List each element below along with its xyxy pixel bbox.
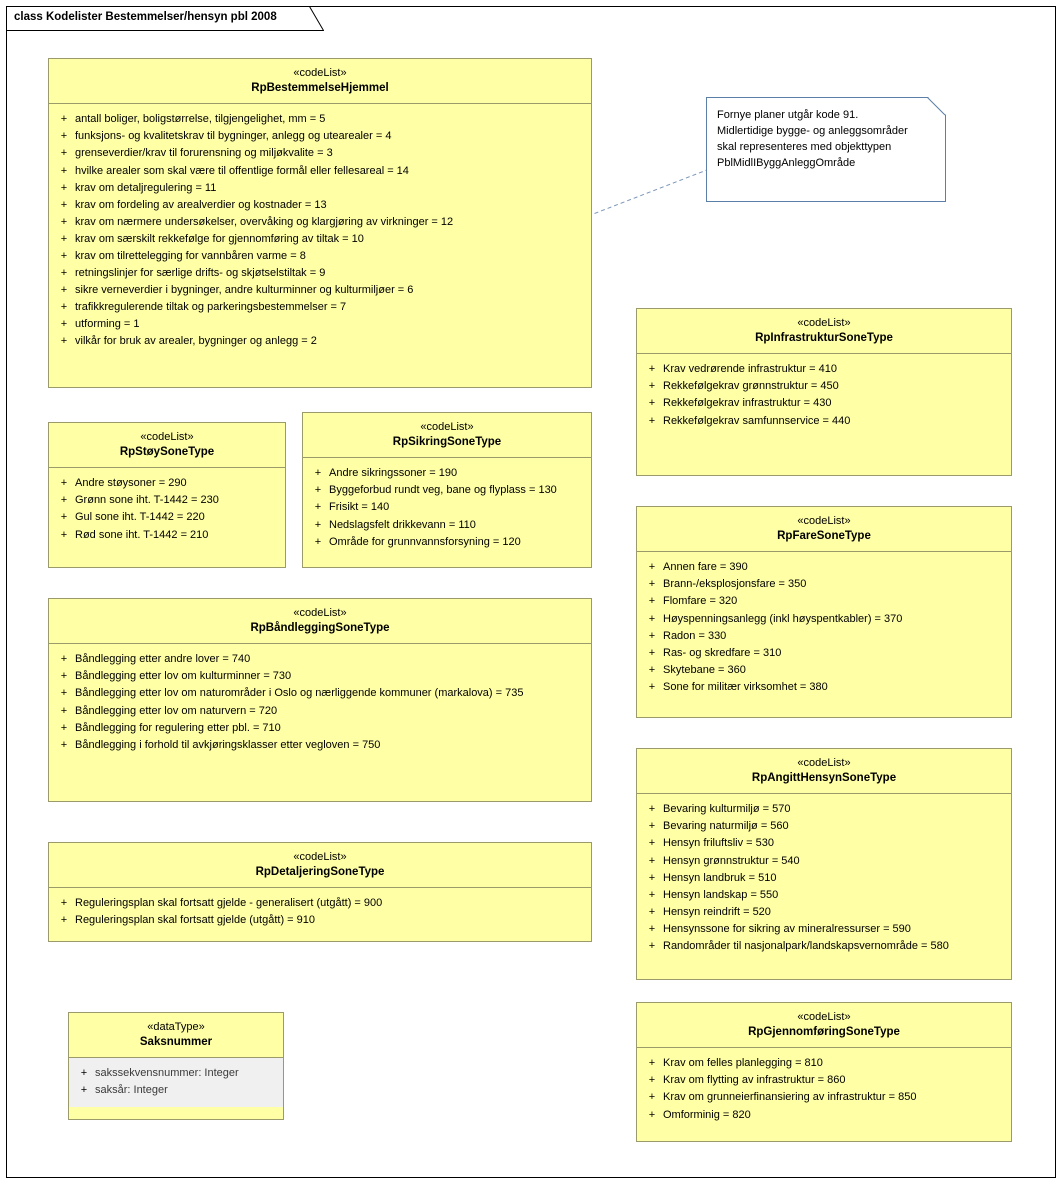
class-stereotype: «codeList»	[797, 317, 851, 329]
visibility-marker: +	[648, 888, 656, 901]
class-attributes	[69, 1058, 283, 1107]
attribute-text: Rekkefølgekrav grønnstruktur = 450	[663, 380, 839, 393]
note-line: PblMidlIByggAnleggOmråde	[717, 156, 856, 169]
visibility-marker: +	[648, 1091, 656, 1104]
class-attributes	[49, 468, 285, 551]
class-rp-detaljering-sone-type[interactable]	[48, 842, 592, 942]
visibility-marker: +	[60, 334, 68, 347]
class-stereotype: «dataType»	[147, 1021, 205, 1033]
attribute-text: Reguleringsplan skal fortsatt gjelde (utgått) = 910	[75, 914, 316, 927]
class-stereotype: «codeList»	[293, 607, 347, 619]
class-name: RpGjennomføringSoneType	[748, 1025, 900, 1038]
attribute-text: Hensynssone for sikring av mineralressurser = 590	[663, 922, 911, 935]
visibility-marker: +	[648, 663, 656, 676]
visibility-marker: +	[648, 578, 656, 591]
attribute-text: Krav om flytting av infrastruktur = 860	[663, 1074, 846, 1087]
class-rp-angitt-hensyn-sone-type[interactable]	[636, 748, 1012, 980]
attribute-text: utforming = 1	[75, 317, 140, 330]
attribute-text: Bevaring kulturmiljø = 570	[663, 803, 791, 816]
note-line: Fornye planer utgår kode 91.	[717, 109, 859, 121]
attribute-row	[641, 835, 1007, 852]
class-name: RpDetaljeringSoneType	[255, 865, 385, 878]
attribute-text: Flomfare = 320	[663, 595, 738, 608]
attribute-row	[53, 214, 587, 231]
attribute-row	[73, 1065, 279, 1082]
attribute-row	[53, 231, 587, 248]
visibility-marker: +	[314, 501, 322, 514]
attribute-row	[53, 316, 587, 333]
attribute-text: retningslinjer for særlige drifts- og skjøtselstiltak = 9	[75, 266, 326, 279]
class-name: RpSikringSoneType	[392, 435, 502, 448]
class-header	[637, 507, 1011, 551]
visibility-marker: +	[60, 300, 68, 313]
class-attributes	[637, 552, 1011, 703]
visibility-marker: +	[60, 232, 68, 245]
attribute-row	[641, 576, 1007, 593]
attribute-row	[53, 895, 587, 912]
visibility-marker: +	[60, 198, 68, 211]
class-attributes	[303, 458, 591, 558]
attribute-row	[307, 517, 587, 534]
attribute-row	[641, 853, 1007, 870]
visibility-marker: +	[60, 528, 68, 541]
visibility-marker: +	[648, 646, 656, 659]
attribute-text: vilkår for bruk av arealer, bygninger og anlegg = 2	[75, 334, 317, 347]
class-rp-stoy-sone-type[interactable]	[48, 422, 286, 568]
class-rp-bandlegging-sone-type[interactable]	[48, 598, 592, 802]
visibility-marker: +	[648, 905, 656, 918]
visibility-marker: +	[648, 414, 656, 427]
attribute-row	[641, 679, 1007, 696]
visibility-marker: +	[60, 511, 68, 524]
attribute-text: Hensyn landskap = 550	[663, 888, 779, 901]
class-attributes	[637, 794, 1011, 962]
visibility-marker: +	[648, 922, 656, 935]
attribute-text: Rød sone iht. T-1442 = 210	[75, 528, 209, 541]
visibility-marker: +	[60, 164, 68, 177]
class-header	[49, 843, 591, 887]
attribute-row	[641, 361, 1007, 378]
attribute-row	[53, 145, 587, 162]
attribute-text: Annen fare = 390	[663, 561, 748, 574]
class-name: Saksnummer	[139, 1035, 213, 1048]
attribute-row	[641, 921, 1007, 938]
visibility-marker: +	[648, 1057, 656, 1070]
attribute-row	[641, 628, 1007, 645]
visibility-marker: +	[60, 249, 68, 262]
attribute-row	[53, 111, 587, 128]
attribute-text: Båndlegging etter lov om naturområder i Oslo og nærliggende kommuner (markalova) = 735	[75, 687, 524, 700]
attribute-text: saksår: Integer	[95, 1084, 168, 1097]
visibility-marker: +	[648, 1108, 656, 1121]
note-fold-line-icon	[927, 97, 946, 116]
attribute-row	[641, 413, 1007, 430]
attribute-text: Rekkefølgekrav samfunnservice = 440	[663, 414, 851, 427]
visibility-marker: +	[648, 561, 656, 574]
visibility-marker: +	[648, 629, 656, 642]
visibility-marker: +	[314, 467, 322, 480]
attribute-text: Båndlegging i forhold til avkjøringsklasser etter vegloven = 750	[75, 738, 381, 751]
attribute-text: Skytebane = 360	[663, 663, 746, 676]
visibility-marker: +	[60, 215, 68, 228]
visibility-marker: +	[648, 837, 656, 850]
attribute-text: Krav om felles planlegging = 810	[663, 1057, 823, 1070]
attribute-row	[53, 912, 587, 929]
attribute-row	[53, 299, 587, 316]
visibility-marker: +	[648, 397, 656, 410]
attribute-row	[641, 870, 1007, 887]
attribute-row	[641, 662, 1007, 679]
attribute-text: Radon = 330	[663, 629, 727, 642]
class-stereotype: «codeList»	[797, 515, 851, 527]
attribute-text: Grønn sone iht. T-1442 = 230	[75, 494, 219, 507]
visibility-marker: +	[80, 1084, 88, 1097]
visibility-marker: +	[314, 518, 322, 531]
attribute-text: Båndlegging for regulering etter pbl. = 710	[75, 721, 281, 734]
class-stereotype: «codeList»	[797, 757, 851, 769]
visibility-marker: +	[60, 181, 68, 194]
visibility-marker: +	[648, 380, 656, 393]
class-stereotype: «codeList»	[293, 851, 347, 863]
attribute-text: krav om særskilt rekkefølge for gjennomføring av tiltak = 10	[75, 232, 364, 245]
attribute-row	[53, 197, 587, 214]
class-attributes	[637, 354, 1011, 437]
attribute-text: Andre støysoner = 290	[75, 477, 187, 490]
attribute-row	[641, 378, 1007, 395]
attribute-text: Nedslagsfelt drikkevann = 110	[329, 518, 476, 531]
visibility-marker: +	[648, 803, 656, 816]
attribute-text: Ras- og skredfare = 310	[663, 646, 782, 659]
class-rp-sikring-sone-type[interactable]	[302, 412, 592, 568]
class-name: RpBestemmelseHjemmel	[251, 81, 389, 94]
attribute-text: Bevaring naturmiljø = 560	[663, 820, 789, 833]
attribute-text: Rekkefølgekrav infrastruktur = 430	[663, 397, 832, 410]
class-header	[49, 423, 285, 467]
class-rp-infrastruktur-sone-type[interactable]	[636, 308, 1012, 476]
class-stereotype: «codeList»	[140, 431, 194, 443]
attribute-text: Krav om grunneierfinansiering av infrastruktur = 850	[663, 1091, 917, 1104]
attribute-text: Gul sone iht. T-1442 = 220	[75, 511, 205, 524]
attribute-text: Brann-/eksplosjonsfare = 350	[663, 578, 807, 591]
attribute-row	[53, 333, 587, 350]
attribute-row	[641, 801, 1007, 818]
class-header	[49, 59, 591, 103]
class-rp-fare-sone-type[interactable]	[636, 506, 1012, 718]
class-saksnummer[interactable]	[68, 1012, 284, 1120]
attribute-row	[73, 1082, 279, 1099]
attribute-text: Høyspenningsanlegg (inkl høyspentkabler) = 370	[663, 612, 903, 625]
attribute-row	[307, 482, 587, 499]
attribute-text: Krav vedrørende infrastruktur = 410	[663, 363, 837, 376]
attribute-row	[53, 475, 281, 492]
class-header	[303, 413, 591, 457]
attribute-row	[641, 938, 1007, 955]
visibility-marker: +	[60, 317, 68, 330]
visibility-marker: +	[60, 721, 68, 734]
attribute-row	[641, 559, 1007, 576]
class-name: RpFareSoneType	[777, 529, 871, 542]
class-header	[69, 1013, 283, 1057]
class-stereotype: «codeList»	[293, 67, 347, 79]
visibility-marker: +	[60, 670, 68, 683]
visibility-marker: +	[60, 283, 68, 296]
attribute-row	[53, 509, 281, 526]
attribute-text: Hensyn landbruk = 510	[663, 871, 777, 884]
visibility-marker: +	[60, 704, 68, 717]
attribute-row	[53, 265, 587, 282]
attribute-row	[307, 499, 587, 516]
visibility-marker: +	[648, 871, 656, 884]
attribute-text: grenseverdier/krav til forurensning og miljøkvalite = 3	[75, 147, 333, 160]
attribute-row	[641, 904, 1007, 921]
class-rp-bestemmelse-hjemmel[interactable]	[48, 58, 592, 388]
visibility-marker: +	[314, 535, 322, 548]
visibility-marker: +	[80, 1067, 88, 1080]
visibility-marker: +	[314, 484, 322, 497]
attribute-text: funksjons- og kvalitetskrav til bygninger, anlegg og utearealer = 4	[75, 130, 392, 143]
attribute-row	[641, 645, 1007, 662]
visibility-marker: +	[60, 687, 68, 700]
visibility-marker: +	[648, 595, 656, 608]
attribute-text: Hensyn grønnstruktur = 540	[663, 854, 800, 867]
visibility-marker: +	[648, 680, 656, 693]
visibility-marker: +	[60, 113, 68, 126]
class-name: RpAngittHensynSoneType	[751, 771, 897, 784]
attribute-row	[53, 248, 587, 265]
attribute-row	[641, 593, 1007, 610]
attribute-text: Andre sikringssoner = 190	[329, 467, 458, 480]
visibility-marker: +	[648, 363, 656, 376]
visibility-marker: +	[60, 266, 68, 279]
visibility-marker: +	[648, 612, 656, 625]
attribute-text: krav om nærmere undersøkelser, overvåking og klargjøring av virkninger = 12	[75, 215, 454, 228]
attribute-text: krav om detaljregulering = 11	[75, 181, 217, 194]
diagram-note	[706, 97, 946, 202]
class-rp-gjennomforing-sone-type[interactable]	[636, 1002, 1012, 1142]
class-name: RpInfrastrukturSoneType	[755, 331, 893, 344]
attribute-row	[641, 1089, 1007, 1106]
class-attributes	[49, 104, 591, 358]
attribute-text: Omforminig = 820	[663, 1108, 751, 1121]
class-attributes	[49, 644, 591, 761]
attribute-row	[53, 720, 587, 737]
attribute-text: trafikkregulerende tiltak og parkeringsbestemmelser = 7	[75, 300, 347, 313]
attribute-text: krav om tilrettelegging for vannbåren varme = 8	[75, 249, 306, 262]
attribute-row	[53, 651, 587, 668]
visibility-marker: +	[60, 147, 68, 160]
attribute-row	[641, 1055, 1007, 1072]
visibility-marker: +	[648, 854, 656, 867]
visibility-marker: +	[60, 494, 68, 507]
class-header	[637, 1003, 1011, 1047]
diagram-title: class Kodelister Bestemmelser/hensyn pbl 2008	[14, 11, 277, 23]
attribute-text: krav om fordeling av arealverdier og kostnader = 13	[75, 198, 327, 211]
note-line: Midlertidige bygge- og anleggsområder	[717, 124, 908, 137]
attribute-row	[641, 1072, 1007, 1089]
attribute-row	[641, 887, 1007, 904]
attribute-row	[307, 465, 587, 482]
class-attributes	[49, 888, 591, 937]
attribute-text: antall boliger, boligstørrelse, tilgjengelighet, mm = 5	[75, 113, 326, 126]
visibility-marker: +	[648, 939, 656, 952]
class-stereotype: «codeList»	[797, 1011, 851, 1023]
class-name: RpBåndleggingSoneType	[250, 621, 390, 634]
attribute-row	[53, 527, 281, 544]
attribute-text: Sone for militær virksomhet = 380	[663, 680, 828, 693]
attribute-row	[53, 668, 587, 685]
attribute-text: Byggeforbud rundt veg, bane og flyplass = 130	[329, 484, 557, 497]
visibility-marker: +	[648, 820, 656, 833]
visibility-marker: +	[60, 653, 68, 666]
attribute-text: sikre verneverdier i bygninger, andre kulturminner og kulturmiljøer = 6	[75, 283, 414, 296]
attribute-text: Hensyn reindrift = 520	[663, 905, 771, 918]
visibility-marker: +	[60, 130, 68, 143]
class-name: RpStøySoneType	[119, 445, 215, 458]
note-line: skal representeres med objekttypen	[717, 140, 892, 153]
attribute-text: Båndlegging etter lov om naturvern = 720	[75, 704, 278, 717]
attribute-text: hvilke arealer som skal være til offentlige formål eller fellesareal = 14	[75, 164, 409, 177]
attribute-row	[641, 611, 1007, 628]
attribute-row	[53, 128, 587, 145]
attribute-text: Båndlegging etter andre lover = 740	[75, 653, 251, 666]
attribute-text: sakssekvensnummer: Integer	[95, 1067, 239, 1080]
attribute-row	[641, 1107, 1007, 1124]
attribute-row	[53, 685, 587, 702]
class-header	[637, 309, 1011, 353]
class-stereotype: «codeList»	[420, 421, 474, 433]
visibility-marker: +	[60, 738, 68, 751]
visibility-marker: +	[60, 477, 68, 490]
attribute-text: Hensyn friluftsliv = 530	[663, 837, 774, 850]
attribute-text: Frisikt = 140	[329, 501, 390, 514]
visibility-marker: +	[648, 1074, 656, 1087]
attribute-row	[53, 703, 587, 720]
attribute-row	[53, 492, 281, 509]
class-header	[637, 749, 1011, 793]
attribute-row	[53, 737, 587, 754]
visibility-marker: +	[60, 914, 68, 927]
visibility-marker: +	[60, 897, 68, 910]
attribute-row	[641, 395, 1007, 412]
attribute-text: Område for grunnvannsforsyning = 120	[329, 535, 521, 548]
class-attributes	[637, 1048, 1011, 1131]
class-header	[49, 599, 591, 643]
attribute-text: Båndlegging etter lov om kulturminner = 730	[75, 670, 292, 683]
attribute-row	[641, 818, 1007, 835]
attribute-text: Randområder til nasjonalpark/landskapsvernområde = 580	[663, 939, 949, 952]
attribute-row	[307, 534, 587, 551]
attribute-row	[53, 180, 587, 197]
attribute-row	[53, 282, 587, 299]
attribute-text: Reguleringsplan skal fortsatt gjelde - generalisert (utgått) = 900	[75, 897, 383, 910]
attribute-row	[53, 163, 587, 180]
